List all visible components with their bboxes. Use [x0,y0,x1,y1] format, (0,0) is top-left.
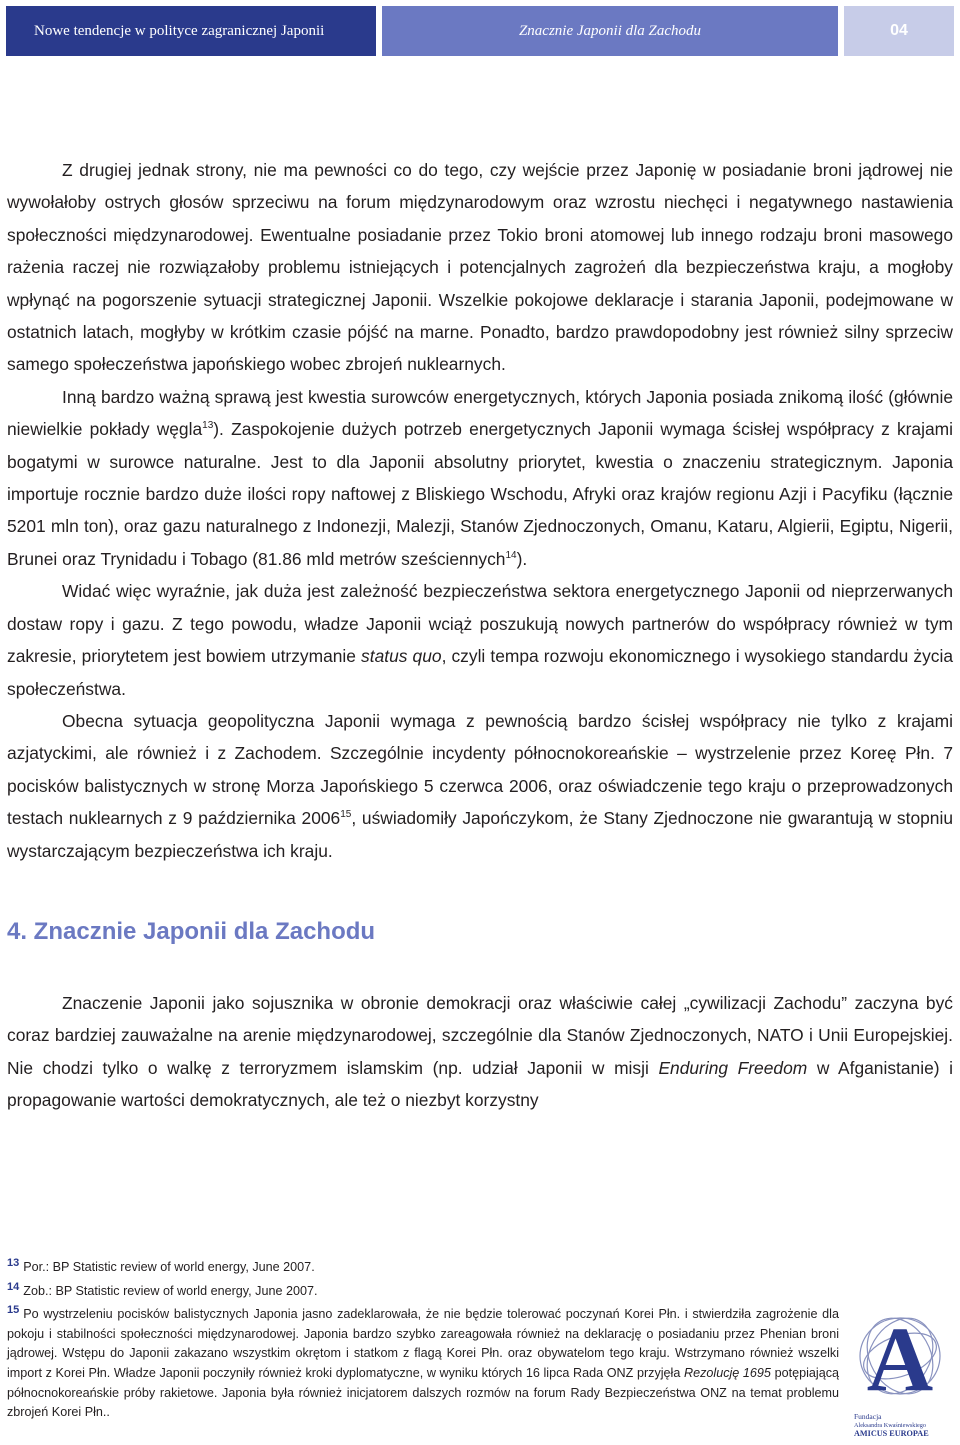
paragraph-5 [7,987,953,1117]
italic-term: Rezolucję 1695 [684,1365,771,1380]
paragraph-1 [7,154,953,381]
italic-term: Enduring Freedom [658,1057,808,1078]
footnote-text: Po wystrzeleniu pocisków balistycznych Japonia jasno zadeklarowała, że nie będzie tolerować poczynań Korei Płn. i stwierdziła zagrożenie dla pokoju i stabilności społeczności międzynarodowej. Japonia bardzo szybko zareagowała również na deklarację o posiadaniu przez Phenian broni jądrowej. Wstępu do Japonii zakazano wszystkim okrętom i statkom z flagą Korei Płn. oraz obywatelom tego kraju. Wstrzymano również wszelki import z Korei Płn. Władze Japonii poczyniły również kroki dyplomatyczne, w wyniku których 16 lipca Rada ONZ przyjęła [7,1307,839,1380]
logo-line-1: Fundacja [854,1412,882,1421]
paragraph-text: Znaczenie Japonii jako sojusznika w obronie demokracji oraz właściwie całej „cywilizacji Zachodu” zaczyna być coraz bardziej zauważalne na arenie międzynarodowej, szczególnie dla Stanów Zjednoczonych, NATO i Unii Europejskiej. Nie chodzi tylko o walkę z terroryzmem islamskim (np. udział Japonii w misji [7,992,953,1078]
amicus-europae-logo-icon [848,1298,948,1440]
paragraph-text: Z drugiej jednak strony, nie ma pewności co do tego, czy wejście przez Japonię w posiadanie broni jądrowej nie wywołałoby ostrych głosów sprzeciwu na forum międzynarodowym oraz wzrostu niechęci i negatywnego nastawienia społeczności międzynarodowej. Ewentualne posiadanie przez Tokio broni atomowej lub innego rodzaju broni masowego rażenia raczej nie rozwiązałoby problemu istniejących i potencjalnych zagrożeń dla bezpieczeństwa kraju, a mogłoby wpłynąć na pogorszenie sytuacji strategicznej Japonii. Wszelkie pokojowe deklaracje i starania Japonii, podejmowane w ostatnich latach, mogłyby w krótkim czasie pójść na marne. Ponadto, bardzo prawdopodobny jest również silny sprzeciw samego społeczeństwa japońskiego wobec zbrojeń nuklearnych. [7,160,953,375]
paragraph-text: , czyli tempa rozwoju ekonomicznego i wysokiego standardu życia społeczeństwa. [7,646,954,699]
footnote-15 [7,1301,839,1423]
footnote-ref-15[interactable]: 15 [340,809,352,821]
header-publication-title: Nowe tendencje w polityce zagranicznej Japonii [6,6,376,56]
body-text [7,154,953,1117]
italic-term: status quo [361,646,442,667]
paragraph-4 [7,705,953,867]
footnote-text: Zob.: BP Statistic review of world energy, June 2007. [23,1283,318,1298]
footnote-number: 13 [7,1257,20,1269]
logo-letter: A [866,1308,934,1410]
footnote-text: Por.: BP Statistic review of world energy, June 2007. [23,1260,315,1274]
paragraph-text: Obecna sytuacja geopolityczna Japonii wymaga z pewnością bardzo ścisłej współpracy nie tylko z krajami azjatyckimi, ale również i z Zachodem. Szczególnie incydenty północnokoreańskie – wystrzelenie przez Koreę Płn. 7 pocisków balistycznych w stronę Morza Japońskiego 5 czerwca 2006, oraz oświadczenie tego kraju o przeprowadzonych testach nuklearnych z 9 października 2006 [7,710,953,829]
header-page-number: 04 [844,6,954,56]
logo-line-3: AMICUS EUROPAE [854,1429,929,1438]
foundation-logo [848,1298,948,1440]
footnote-ref-13[interactable]: 13 [202,420,214,432]
footnote-text: potępiającą północnokoreańskie próby rakietowe. Japonia była również inicjatorem dalszych rozmów na forum Rady Bezpieczeństwa ONZ na temat problemu zbrojeń Korei Płn.. [7,1365,839,1420]
footnote-14 [7,1278,839,1302]
footnote-ref-14[interactable]: 14 [505,549,517,561]
logo-line-2: Aleksandra Kwaśniewskiego [854,1422,926,1429]
footnote-number: 14 [7,1280,20,1293]
footnotes [7,1254,839,1423]
page-header [6,6,954,56]
section-heading: 4. Znacznie Japonii dla Zachodu [7,917,376,945]
footnote-13 [7,1254,839,1278]
paragraph-text: ). [516,548,528,569]
paragraph-2 [7,381,953,575]
paragraph-text: w Afganistanie) i propagowanie wartości demokratycznych, ale też o niezbyt korzystny [7,1057,953,1111]
footnote-number: 15 [7,1304,20,1317]
paragraph-3 [7,575,953,705]
header-section-title: Znacznie Japonii dla Zachodu [382,6,838,56]
paragraph-text: , uświadomiły Japończykom, że Stany Zjednoczone nie gwarantują w stopniu wystarczającym bezpieczeństwa ich kraju. [7,808,953,861]
paragraph-text: Widać więc wyraźnie, jak duża jest zależność bezpieczeństwa sektora energetycznego Japonii od nieprzerwanych dostaw ropy i gazu. Z tego powodu, władze Japonii wciąż poszukują nowych partnerów do współpracy również w tym zakresie, priorytetem jest bowiem utrzymanie [7,581,953,667]
paragraph-text: ). Zaspokojenie dużych potrzeb energetycznych Japonii wymaga ścisłej współpracy z krajami bogatymi w surowce naturalne. Jest to dla Japonii absolutny priorytet, kwestia o znaczeniu strategicznym. Japonia importuje rocznie bardzo duże ilości ropy naftowej z Bliskiego Wschodu, Afryki oraz krajów regionu Azji i Pacyfiku (łącznie 5201 mln ton), oraz gazu naturalnego z Indonezji, Malezji, Stanów Zjednoczonych, Omanu, Kataru, Algierii, Egiptu, Nigerii, Brunei oraz Trynidadu i Tobago (81.86 mld metrów sześciennych [7,419,953,569]
paragraph-text: Inną bardzo ważną sprawą jest kwestia surowców energetycznych, których Japonia posiada znikomą ilość (głównie niewielkie pokłady węgla [7,386,953,440]
